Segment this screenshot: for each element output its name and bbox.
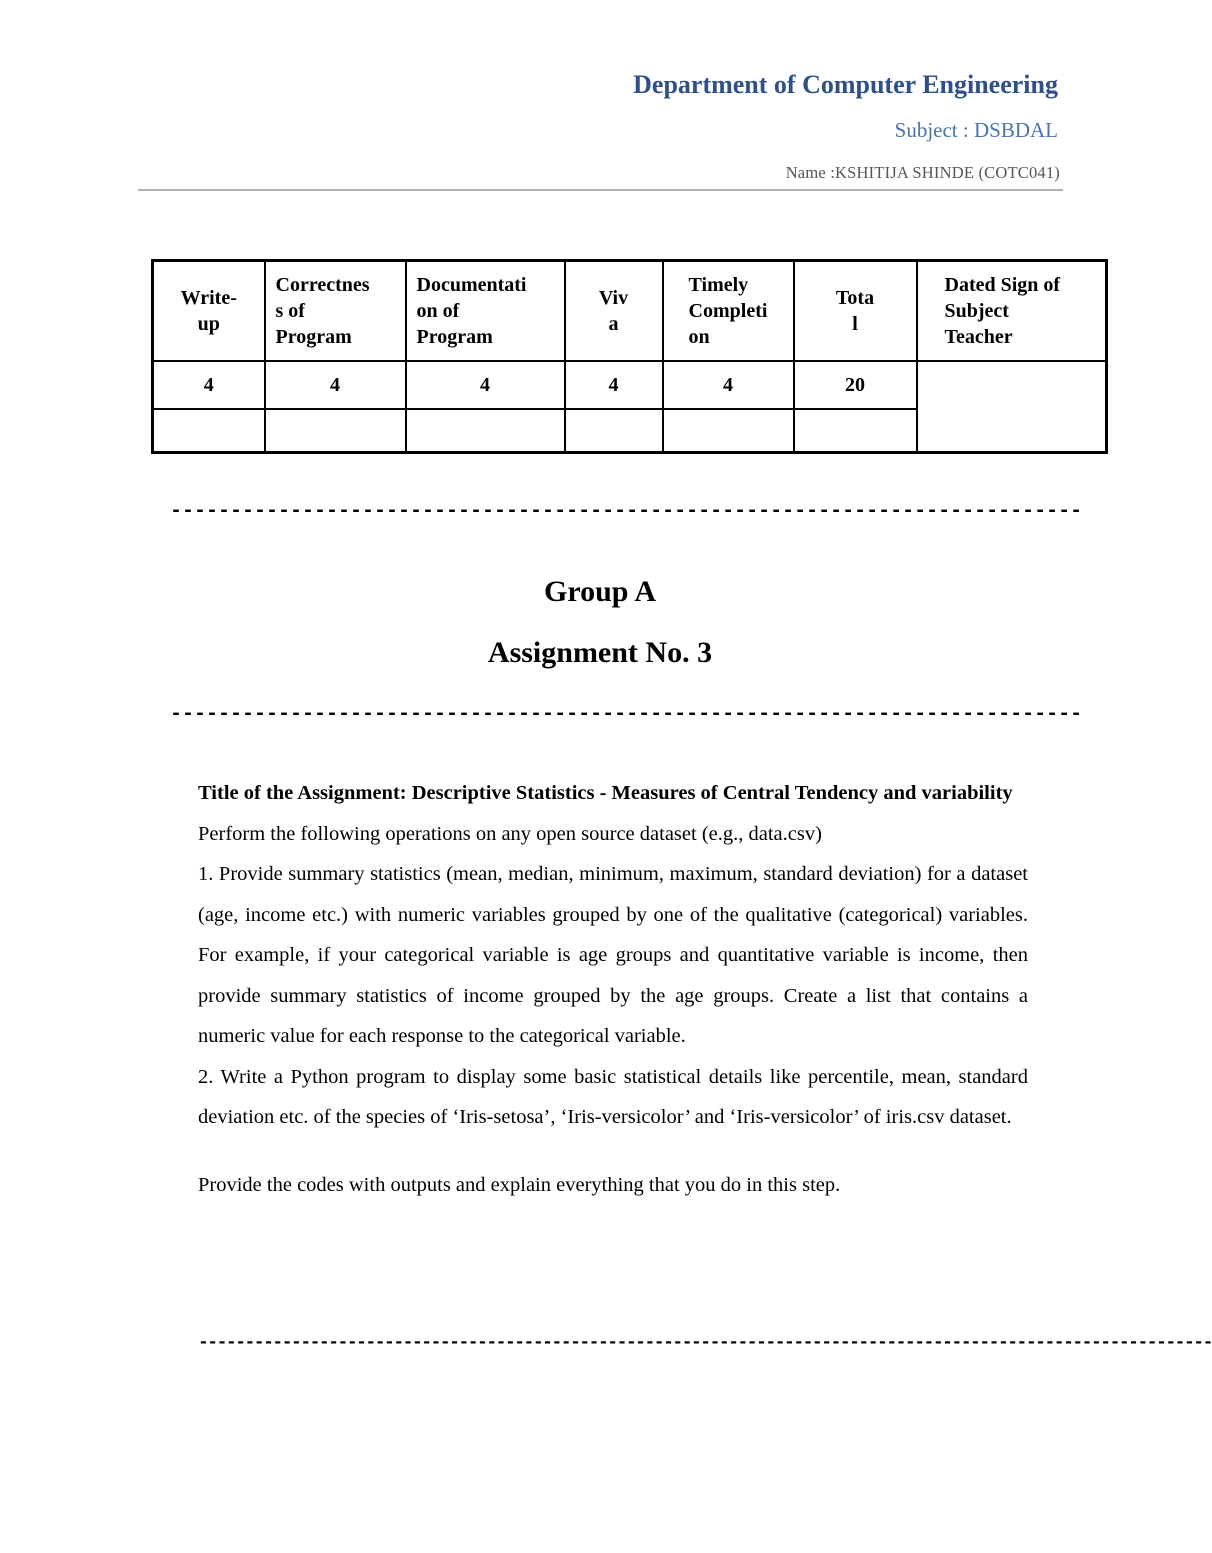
max-mark-cell: 20 (794, 361, 917, 409)
header-correctness: Correctnes s of Program (265, 261, 406, 362)
max-mark-cell: 4 (153, 361, 265, 409)
marks-table (151, 259, 1108, 454)
group-title: Group A (544, 575, 656, 608)
assignment-topic: Title of the Assignment: Descriptive Statistics - Measures of Central Tendency and variability (198, 782, 1013, 804)
separator-top: ---------------------------------------------------------------------------- (170, 500, 1083, 523)
assignment-title: Assignment No. 3 (487, 636, 713, 669)
header-total: Tota l (794, 261, 917, 362)
obtained-mark-cell (153, 409, 265, 452)
max-mark-cell: 4 (406, 361, 565, 409)
obtained-mark-cell (663, 409, 794, 452)
student-name: Name :KSHITIJA SHINDE (COTC041) (785, 163, 1060, 182)
separator-bottom: ------------------------------------------------------------------------------------------------------------- (198, 1333, 1212, 1353)
signature-cell (917, 361, 1107, 452)
max-marks-row (153, 361, 1107, 409)
assignment-body (198, 773, 1028, 1205)
header-timely-completion: Timely Completi on (663, 261, 794, 362)
obtained-mark-cell (794, 409, 917, 452)
closing-instruction: Provide the codes with outputs and explain everything that you do in this step. (198, 1173, 841, 1196)
header-divider (138, 189, 1063, 191)
max-mark-cell: 4 (565, 361, 663, 409)
separator-middle: ---------------------------------------------------------------------------- (170, 703, 1083, 726)
intro-text: Perform the following operations on any open source dataset (e.g., data.csv) (198, 822, 822, 845)
max-mark-cell: 4 (663, 361, 794, 409)
header-documentation: Documentati on of Program (406, 261, 565, 362)
header-writeup: Write- up (153, 261, 265, 362)
marks-header-row (153, 261, 1107, 362)
task-item-1: 1. Provide summary statistics (mean, median, minimum, maximum, standard deviation) for a dataset (age, income etc.) with numeric variables grouped by one of the qualitative (categorical) variables. For example, if your categorical variable is age groups and quantitative variable is income, then provide summary statistics of income grouped by the age groups. Create a list that contains a numeric value for each response to the categorical variable. (198, 863, 1028, 1047)
max-mark-cell: 4 (265, 361, 406, 409)
header-viva: Viv a (565, 261, 663, 362)
task-item-2: 2. Write a Python program to display some basic statistical details like percentile, mean, standard deviation etc. of the species of ‘Iris-setosa’, ‘Iris-versicolor’ and ‘Iris-versicolor’ of iris.csv dataset. (198, 1065, 1028, 1128)
header-dated-sign: Dated Sign of Subject Teacher (917, 261, 1107, 362)
subject-line: Subject : DSBDAL (894, 118, 1058, 142)
obtained-mark-cell (265, 409, 406, 452)
obtained-mark-cell (406, 409, 565, 452)
department-heading: Department of Computer Engineering (633, 70, 1058, 99)
obtained-mark-cell (565, 409, 663, 452)
